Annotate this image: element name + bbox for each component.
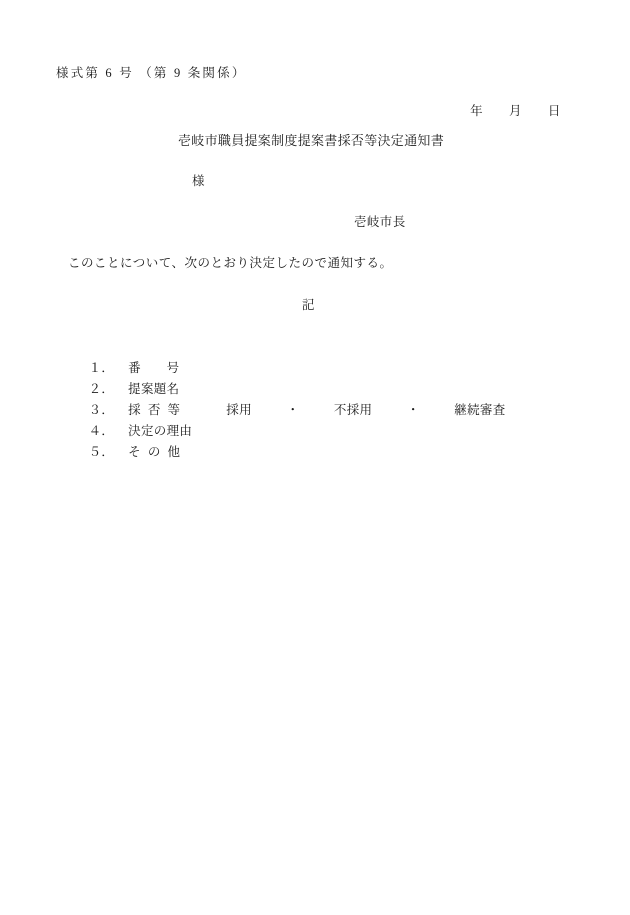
choice-separator: ・: [286, 403, 300, 417]
list-item: [68, 337, 506, 375]
addressee-field: 様: [192, 174, 205, 188]
choice-not-adopt[interactable]: 不採用: [333, 403, 373, 417]
date-month: 月: [509, 104, 522, 118]
item-label: 採 否 等: [128, 403, 181, 417]
item-label: そ の 他: [128, 445, 181, 459]
intro-text: このことについて、次のとおり決定したので通知する。: [68, 256, 393, 270]
date-line: [456, 89, 561, 134]
item-number: ５．: [88, 445, 115, 459]
choice-separator: ・: [406, 403, 420, 417]
item-label: 番 号: [128, 361, 180, 375]
item-number: ３．: [88, 403, 115, 417]
issuer-name: 壱岐市長: [354, 215, 406, 229]
form-number: 様式第 6 号 （第 9 条関係）: [56, 66, 247, 80]
item-label: 提案題名: [128, 382, 180, 396]
item-label: 決定の理由: [128, 424, 193, 438]
item-number: ２．: [88, 382, 115, 396]
ki-mark: 記: [302, 298, 315, 312]
choice-adopt[interactable]: 採用: [226, 403, 252, 417]
date-day: 日: [547, 104, 561, 118]
choice-continued-review[interactable]: 継続審査: [454, 403, 506, 417]
date-year: 年: [470, 104, 484, 118]
page-title: 壱岐市職員提案制度提案書採否等決定通知書: [178, 133, 445, 148]
item-list: [68, 337, 506, 459]
item-number: １．: [88, 361, 115, 375]
item-number: ４．: [88, 424, 115, 438]
